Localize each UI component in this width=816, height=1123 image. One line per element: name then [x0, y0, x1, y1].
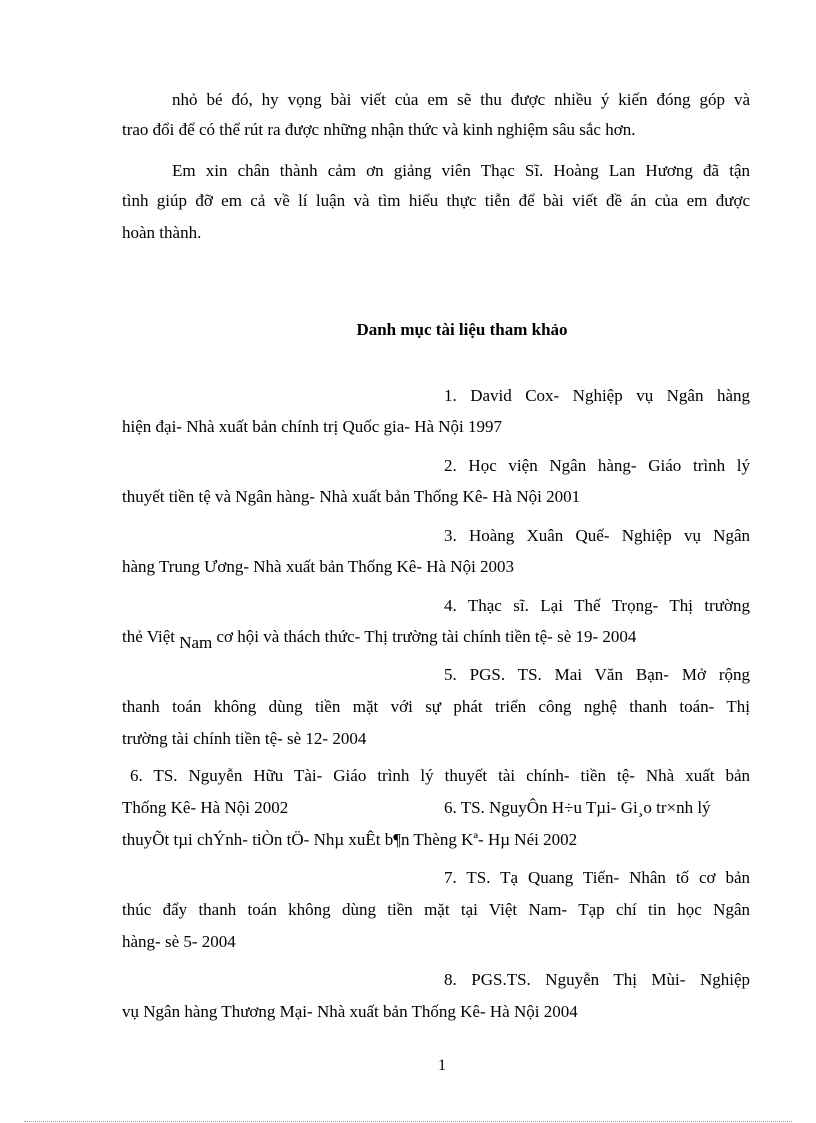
reference-entry: 6. TS. NguyÔn H÷u Tµi- Gi¸o tr×nh lý [444, 798, 711, 817]
reference-entry: thuyÕt tµi chÝnh- tiÒn tÖ- Nhµ xuÊt b¶n Thèng Kª- Hµ Néi 2002 [122, 830, 578, 849]
reference-text-subscript: Nam [179, 633, 213, 652]
references-heading: Danh mục tài liệu tham khảo [356, 320, 568, 339]
reference-text: cơ hội và thách thức- Thị trường tài chính tiền tệ- sè 19- 2004 [212, 627, 637, 646]
reference-entry: hiện đại- Nhà xuất bản chính trị Quốc gia- Hà Nội 1997 [122, 417, 503, 436]
reference-entry: 5. PGS. TS. Mai Văn Bạn- Mở rộng [444, 665, 750, 684]
reference-entry: thúc đẩy thanh toán không dùng tiền mặt tại Việt Nam- Tạp chí tin học Ngân [122, 900, 750, 919]
reference-entry: vụ Ngân hàng Thương Mại- Nhà xuất bản Thống Kê- Hà Nội 2004 [122, 1002, 578, 1021]
reference-entry: trường tài chính tiền tệ- sè 12- 2004 [122, 729, 367, 748]
reference-entry: thuyết tiền tệ và Ngân hàng- Nhà xuất bản Thống Kê- Hà Nội 2001 [122, 487, 581, 506]
paragraph-line: nhỏ bé đó, hy vọng bài viết của em sẽ thu được nhiều ý kiến đóng góp và [172, 90, 750, 109]
reference-entry: hàng- sè 5- 2004 [122, 932, 236, 951]
reference-entry: thanh toán không dùng tiền mặt với sự phát triển công nghệ thanh toán- Thị [122, 697, 750, 716]
reference-entry: 2. Học viện Ngân hàng- Giáo trình lý [444, 456, 750, 475]
paragraph-line: tình giúp đỡ em cả về lí luận và tìm hiểu thực tiễn để bài viết đề án của em được [122, 191, 750, 210]
reference-entry: 8. PGS.TS. Nguyễn Thị Mùi- Nghiệp [444, 970, 750, 989]
reference-text: thẻ Việt [122, 627, 180, 646]
reference-entry: Thống Kê- Hà Nội 2002 [122, 798, 289, 817]
reference-entry: 1. David Cox- Nghiệp vụ Ngân hàng [444, 386, 750, 405]
reference-entry: 6. TS. Nguyễn Hữu Tài- Giáo trình lý thuyết tài chính- tiền tệ- Nhà xuất bản [130, 766, 750, 785]
page-number: 1 [438, 1057, 446, 1074]
paragraph-line: Em xin chân thành cảm ơn giảng viên Thạc Sĩ. Hoàng Lan Hương đã tận [172, 161, 750, 180]
paragraph-line: hoàn thành. [122, 223, 202, 242]
reference-entry: 7. TS. Tạ Quang Tiến- Nhân tố cơ bản [444, 868, 750, 887]
reference-entry: 4. Thạc sĩ. Lại Thế Trọng- Thị trường [444, 596, 750, 615]
page-bottom-border [24, 1121, 792, 1122]
reference-entry: hàng Trung Ương- Nhà xuất bản Thống Kê- Hà Nội 2003 [122, 557, 515, 576]
reference-entry: 3. Hoàng Xuân Quế- Nghiệp vụ Ngân [444, 526, 750, 545]
reference-entry [122, 626, 637, 652]
paragraph-line: trao đổi để có thể rút ra được những nhận thức và kinh nghiệm sâu sắc hơn. [122, 120, 636, 139]
